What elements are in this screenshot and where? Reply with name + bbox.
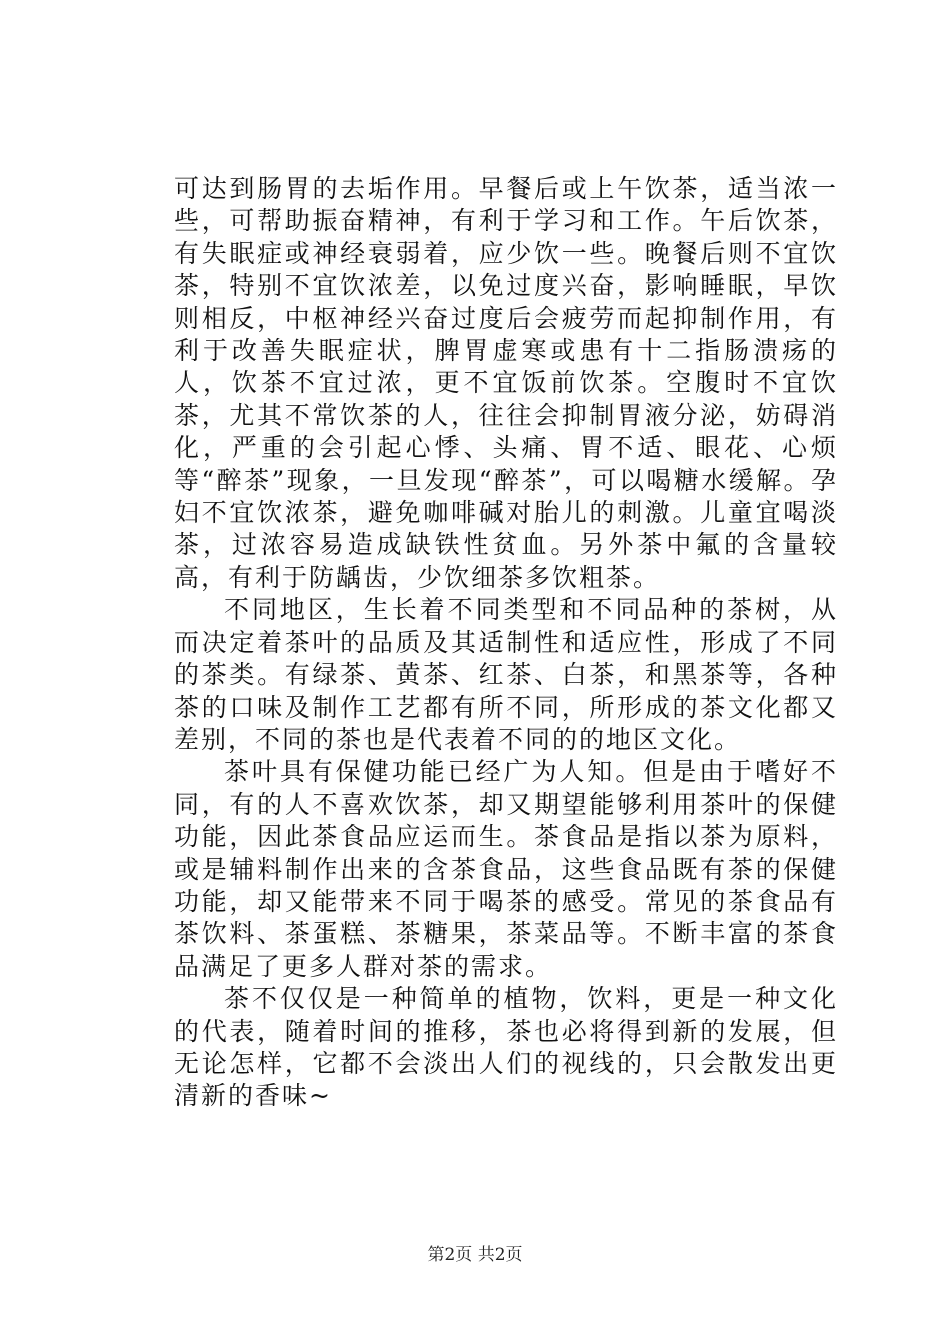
page-number-footer: 第2页 共2页 <box>427 1245 523 1265</box>
paragraph-1: 可达到肠胃的去垢作用。早餐后或上午饮茶，适当浓一些，可帮助振奋精神，有利于学习和工作。午后饮茶，有失眠症或神经衰弱着，应少饮一些。晚餐后则不宜饮茶，特别不宜饮浓差，以免过度兴奋，影响睡眠，早饮则相反，中枢神经兴奋过度后会疲劳而起抑制作用，有利于改善失眠症状，脾胃虚寒或患有十二指肠溃疡的人，饮茶不宜过浓，更不宜饭前饮茶。空腹时不宜饮茶，尤其不常饮茶的人，往往会抑制胃液分泌，妨碍消化，严重的会引起心悸、头痛、胃不适、眼花、心烦等“醉茶”现象，一旦发现“醉茶”，可以喝糖水缓解。孕妇不宜饮浓茶，避免咖啡碱对胎儿的刺激。儿童宜喝淡茶，过浓容易造成缺铁性贫血。另外茶中氟的含量较高，有利于防龋齿，少饮细茶多饮粗茶。 <box>174 174 838 592</box>
paragraph-4: 茶不仅仅是一种简单的植物，饮料，更是一种文化的代表，随着时间的推移，茶也必将得到新的发展，但无论怎样，它都不会淡出人们的视线的，只会散发出更清新的香味~ <box>174 984 838 1111</box>
document-body <box>174 173 838 1113</box>
paragraph-3: 茶叶具有保健功能已经广为人知。但是由于嗜好不同，有的人不喜欢饮茶，却又期望能够利用茶叶的保健功能，因此茶食品应运而生。茶食品是指以茶为原料，或是辅料制作出来的含茶食品，这些食品既有茶的保健功能，却又能带来不同于喝茶的感受。常见的茶食品有茶饮料、茶蛋糕、茶糖果，茶菜品等。不断丰富的茶食品满足了更多人群对茶的需求。 <box>174 757 838 981</box>
paragraph-2: 不同地区，生长着不同类型和不同品种的茶树，从而决定着茶叶的品质及其适制性和适应性，形成了不同的茶类。有绿茶、黄茶、红茶、白茶，和黑茶等，各种茶的口味及制作工艺都有所不同，所形成的茶文化都又差别，不同的茶也是代表着不同的的地区文化。 <box>174 595 838 754</box>
